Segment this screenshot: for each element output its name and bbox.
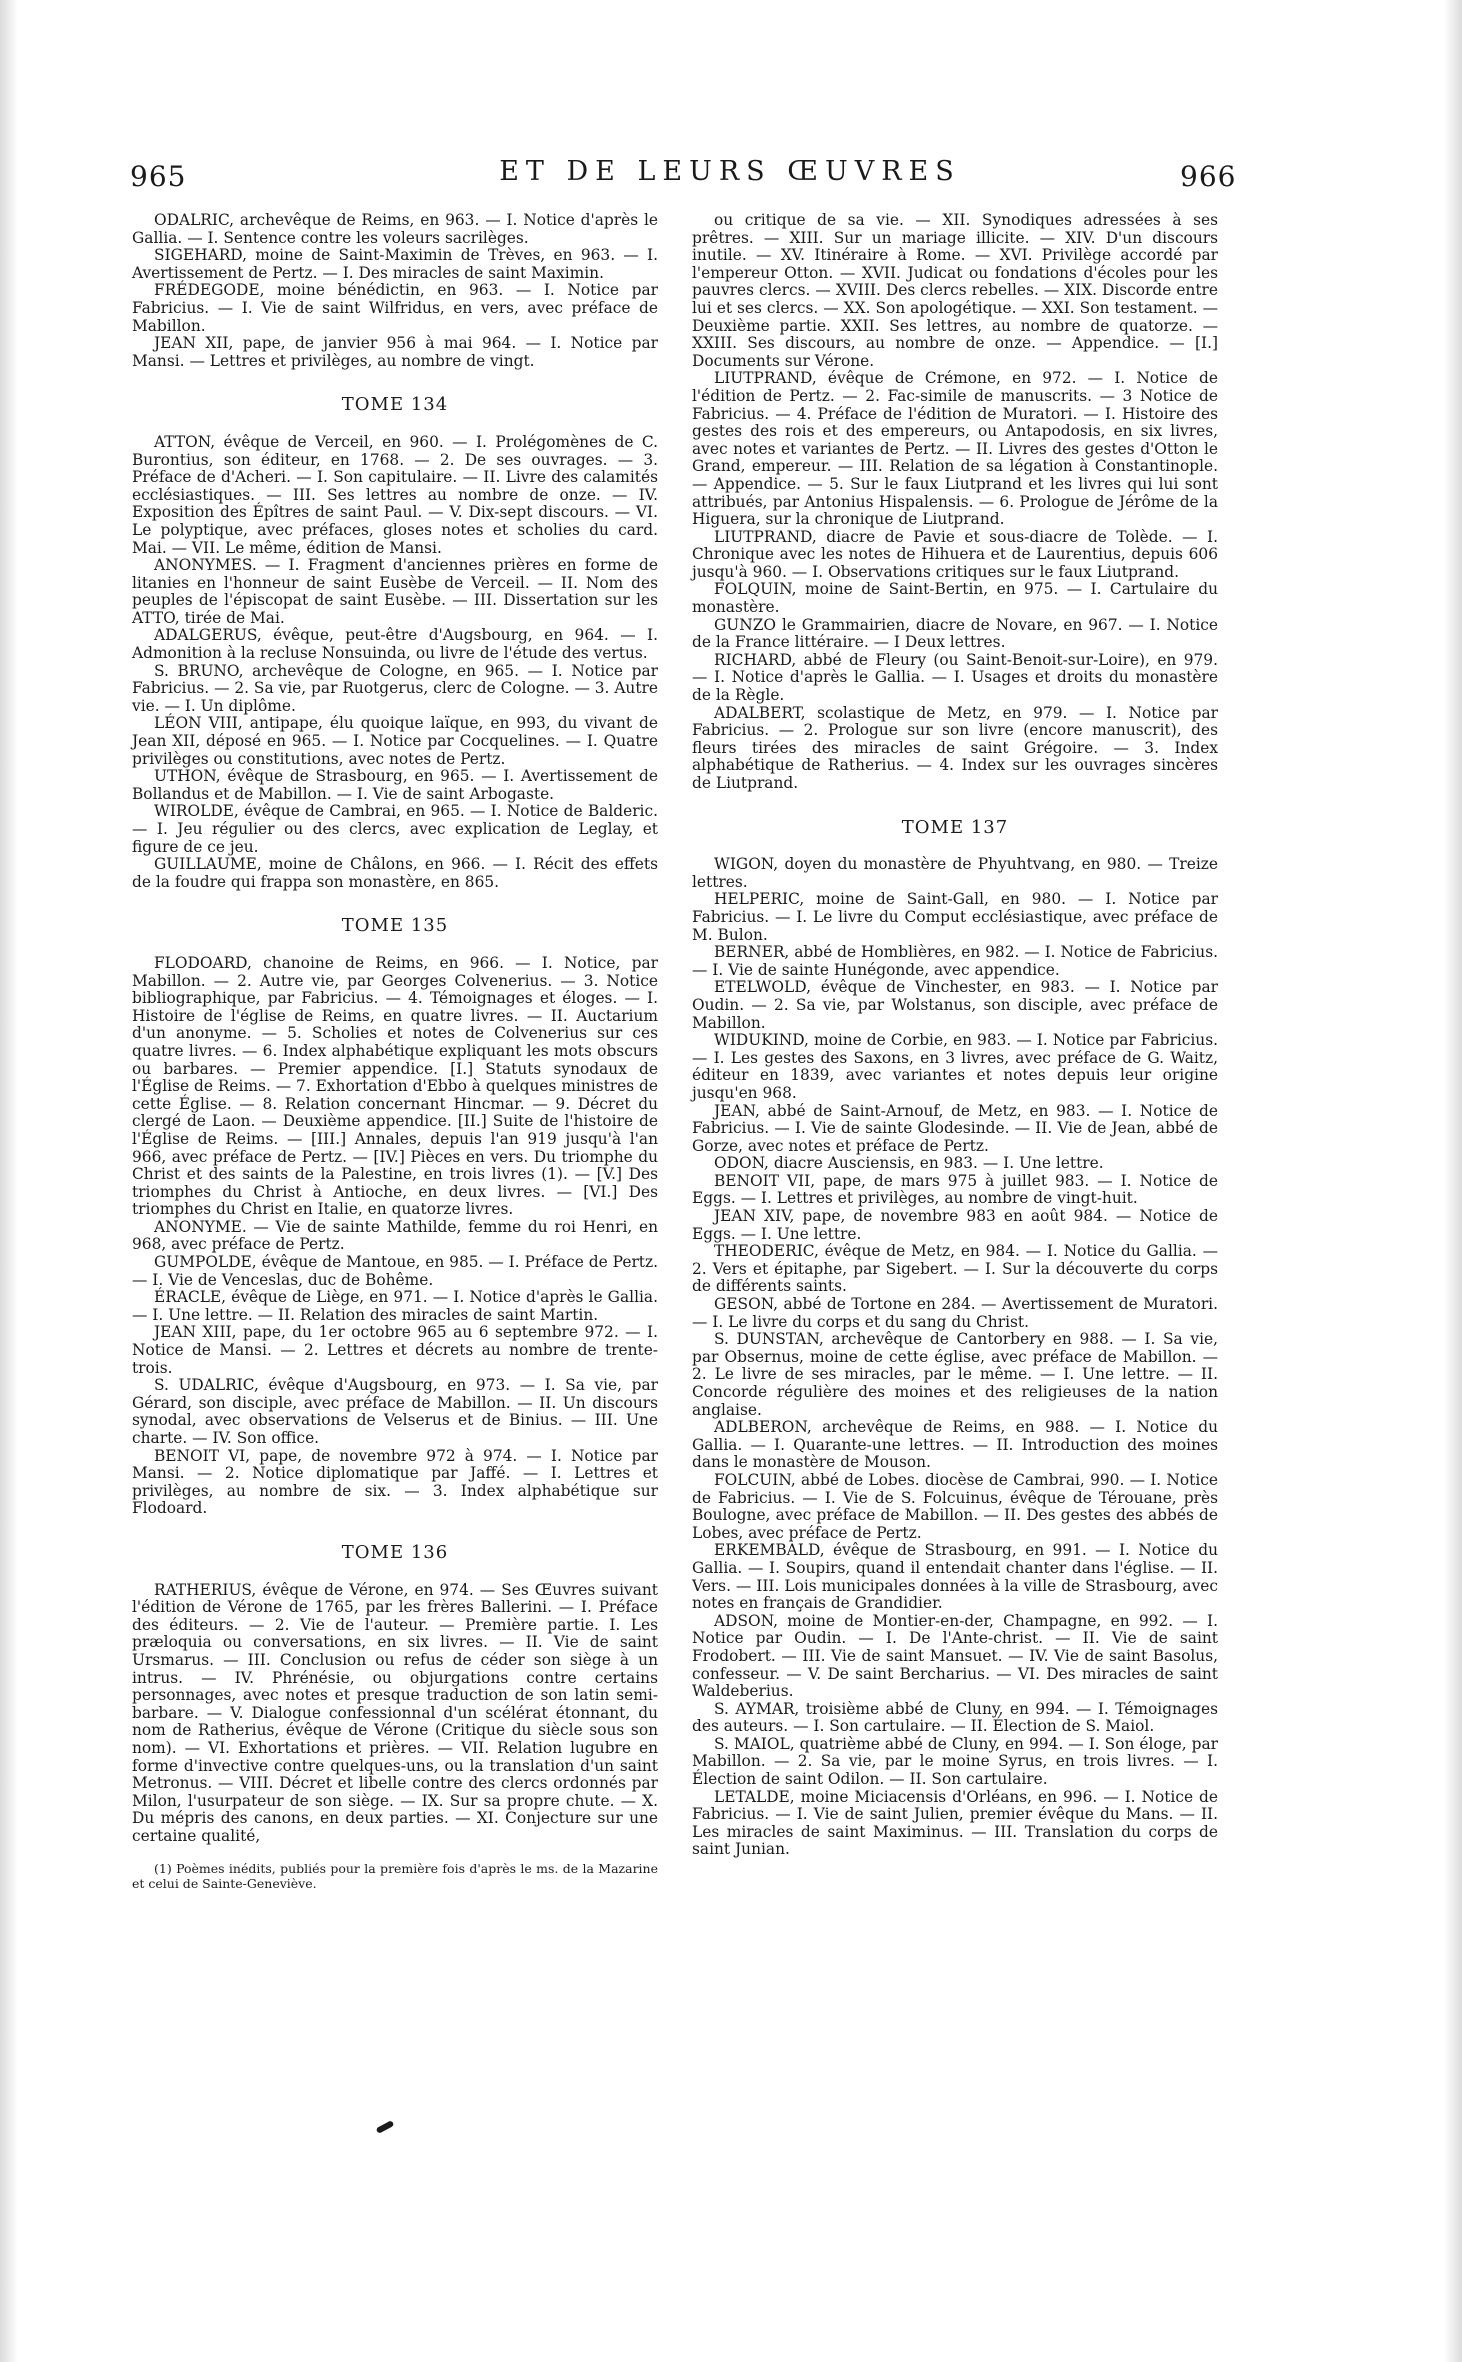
bibliography-entry: WIGON, doyen du monastère de Phyuhtvang, en 980. — Treize lettres. <box>692 855 1218 891</box>
tome-134-heading: TOME 134 <box>341 394 449 416</box>
bibliography-entry: FOLQUIN, moine de Saint-Bertin, en 975. — I. Cartulaire du monastère. <box>692 580 1218 617</box>
bibliography-entry: LIUTPRAND, diacre de Pavie et sous-diacre de Tolède. — I. Chronique avec les notes de Hihuera et de Laurentius, depuis 606 jusqu'à 960. — I. Observations critiques sur le faux Liutprand. <box>692 527 1218 581</box>
right-column <box>692 212 1218 1859</box>
bibliography-entry: S. UDALRIC, évêque d'Augsbourg, en 973. — I. Sa vie, par Gérard, son disciple, avec préface de Mabillon. — II. Un discours synodal, avec observations de Velserus et de Binius. — III. Une charte. — IV. Son office. <box>132 1376 658 1447</box>
scan-edge-left <box>0 0 18 2362</box>
tome-135-heading: TOME 135 <box>341 915 449 937</box>
bibliography-entry: LETALDE, moine Miciacensis d'Orléans, en 996. — I. Notice de Fabricius. — I. Vie de saint Julien, premier évêque du Mans. — II. Les miracles de saint Maximinus. — III. Translation du corps de saint Junian. <box>692 1787 1218 1859</box>
bibliography-entry: THEODERIC, évêque de Metz, en 984. — I. Notice du Gallia. — 2. Vers et épitaphe, par Sigebert. — I. Sur la découverte du corps de différents saints. <box>692 1242 1218 1296</box>
bibliography-entry: HELPERIC, moine de Saint-Gall, en 980. — I. Notice par Fabricius. — I. Le livre du Comput ecclésiastique, avec préface de M. Bulon. <box>692 890 1218 944</box>
footnote: (1) Poèmes inédits, publiés pour la première fois d'après le ms. de la Mazarine et celui de Sainte-Geneviève. <box>132 1861 658 1892</box>
page-number-left: 965 <box>130 160 187 193</box>
bibliography-entry: JEAN XII, pape, de janvier 956 à mai 964. — I. Notice par Mansi. — Lettres et privilèges, au nombre de vingt. <box>132 334 658 370</box>
bibliography-entry: ANONYME. — Vie de sainte Mathilde, femme du roi Henri, en 968, avec préface de Pertz. <box>132 1217 658 1254</box>
bibliography-entry: JEAN XIII, pape, du 1er octobre 965 au 6 septembre 972. — I. Notice de Mansi. — 2. Lettres et décrets au nombre de trente-trois. <box>132 1323 658 1377</box>
bibliography-entry: ETELWOLD, évêque de Vinchester, en 983. — I. Notice par Oudin. — 2. Sa vie, par Wolstanus, son disciple, avec préface de Mabillon. <box>692 978 1218 1032</box>
bibliography-entry: RATHERIUS, évêque de Vérone, en 974. — Ses Œuvres suivant l'édition de Vérone de 1765, par les frères Ballerini. — I. Préface des éditeurs. — 2. Vie de l'auteur. — Première partie. I. Les præloquia ou conversations, en six livres. — II. Vie de saint Ursmarus. — III. Conclusion ou refus de céder son siège à un intrus. — IV. Phrénésie, ou objurgations contre certains personnages, avec notes et presque traduction de son latin semi-barbare. — V. Dialogue confessionnal d'un scélérat étonnant, du nom de Ratherius, évêque de Vérone (Critique du siècle sous son nom). — VI. Exhortations et prières. — VII. Relation lugubre en forme d'invective contre quelques-uns, ou la translation d'un saint Metronus. — VIII. Décret et libelle contre des clercs ordonnés par Milon, l'usurpateur de son siège. — IX. Sur sa propre chute. — X. Du mépris des canons, en deux parties. — XI. Conjecture sur une certaine qualité, <box>132 1580 658 1845</box>
tome-136-continuation <box>692 212 1218 793</box>
bibliography-entry: S. BRUNO, archevêque de Cologne, en 965. — I. Notice par Fabricius. — 2. Sa vie, par Ruotgerus, clerc de Cologne. — 3. Autre vie. — I. Un diplôme. <box>132 661 658 715</box>
tome-134-entries <box>132 434 658 891</box>
bibliography-entry: WIDUKIND, moine de Corbie, en 983. — I. Notice par Fabricius. — I. Les gestes des Saxons, en 3 livres, avec préface de G. Waitz, éditeur en 1839, avec variantes et notes depuis leur origine jusqu'en 968. <box>692 1031 1218 1102</box>
bibliography-entry: WIROLDE, évêque de Cambrai, en 965. — I. Notice de Balderic. — I. Jeu régulier ou des clercs, avec explication de Leglay, et figure de ce jeu. <box>132 802 658 856</box>
bibliography-entry: GUMPOLDE, évêque de Mantoue, en 985. — I. Préface de Pertz. — I. Vie de Venceslas, duc de Bohême. <box>132 1253 658 1289</box>
bibliography-entry: ADALGERUS, évêque, peut-être d'Augsbourg, en 964. — I. Admonition à la recluse Nonsuinda, ou livre de l'étude des vertus. <box>132 626 658 663</box>
bibliography-entry: LIUTPRAND, évêque de Crémone, en 972. — I. Notice de l'édition de Pertz. — 2. Fac-simile de manuscrits. — 3 Notice de Fabricius. — 4. Préface de l'édition de Muratori. — I. Histoire des gestes des rois et des empereurs, ou Antapodosis, en six livres, avec notes et variantes de Pertz. — II. Livres des gestes d'Otton le Grand, empereur. — III. Relation de sa légation à Constantinople. — Appendice. — 5. Sur le faux Liutprand et les livres qui lui sont attribués, par Antonius Hispalensis. — 6. Prologue de Jérôme de la Higuera, sur la chronique de Liutprand. <box>692 369 1218 529</box>
tome-136-entries <box>132 1582 658 1846</box>
bibliography-entry: LÉON VIII, antipape, élu quoique laïque, en 993, du vivant de Jean XII, déposé en 965. — I. Notice par Cocquelines. — I. Quatre privilèges ou constitutions, avec notes de Pertz. <box>132 714 658 768</box>
left-column <box>132 212 658 1904</box>
bibliography-entry: JEAN, abbé de Saint-Arnouf, de Metz, en 983. — I. Notice de Fabricius. — I. Vie de sainte Glodesinde. — II. Vie de Jean, abbé de Gorze, avec notes et préface de Pertz. <box>692 1101 1218 1155</box>
tome-133-tail <box>132 212 658 370</box>
tome-137-heading: TOME 137 <box>901 816 1009 838</box>
bibliography-entry: FOLCUIN, abbé de Lobes. diocèse de Cambrai, 990. — I. Notice de Fabricius. — I. Vie de S. Folcuinus, évêque de Térouane, près Boulogne, avec préface de Mabillon. — II. Des gestes des abbés de Lobes, avec préface de Pertz. <box>692 1470 1218 1542</box>
bibliography-entry: FRÉDEGODE, moine bénédictin, en 963. — I. Notice par Fabricius. — I. Vie de saint Wilfridus, en vers, avec préface de Mabillon. <box>132 281 658 335</box>
bibliography-entry: RICHARD, abbé de Fleury (ou Saint-Benoit-sur-Loire), en 979. — I. Notice d'après le Gallia. — I. Usages et droits du monastère de la Règle. <box>692 650 1218 705</box>
bibliography-entry: GUNZO le Grammairien, diacre de Novare, en 967. — I. Notice de la France littéraire. — I Deux lettres. <box>692 615 1218 652</box>
bibliography-entry: FLODOARD, chanoine de Reims, en 966. — I. Notice, par Mabillon. — 2. Autre vie, par Georges Colvenerius. — 3. Notice bibliographique, par Fabricius. — 4. Témoignages et éloges. — I. Histoire de l'église de Reims, en quatre livres. — II. Auctarium d'un anonyme. — 5. Scholies et notes de Colvenerius sur ces quatre livres. — 6. Index alphabétique expliquant les mots obscurs ou barbares. — Premier appendice. [I.] Statuts synodaux de l'Église de Reims. — 7. Exhortation d'Ebbo à quelques ministres de cette Église. — 8. Relation concernant Hincmar. — 9. Décret du clergé de Laon. — Deuxième appendice. [II.] Suite de l'histoire de l'Église de Reims. — [III.] Annales, depuis l'an 919 jusqu'à l'an 966, avec préface de Pertz. — [IV.] Pièces en vers. Du triomphe du Christ et des saints de la Palestine, en trois livres (1). — [V.] Des triomphes du Christ à Antioche, en deux livres. — [VI.] Des triomphes du Christ en Italie, en quatorze livres. <box>132 953 658 1219</box>
bibliography-entry: ÉRACLE, évêque de Liège, en 971. — I. Notice d'après le Gallia. — I. Une lettre. — II. Relation des miracles de saint Martin. <box>132 1288 658 1324</box>
bibliography-entry: UTHON, évêque de Strasbourg, en 965. — I. Avertissement de Bollandus et de Mabillon. — I. Vie de saint Arbogaste. <box>132 767 658 803</box>
bibliography-entry: ou critique de sa vie. — XII. Synodiques adressées à ses prêtres. — XIII. Sur un mariage illicite. — XIV. D'un discours inutile. — XV. Itinéraire à Rome. — XVI. Privilège accordé par l'empereur Otton. — XVII. Judicat ou fondations d'écoles pour les pauvres clercs. — XVIII. Des clercs rebelles. — XIX. Discorde entre lui et ses clercs. — XX. Son apologétique. — XXI. Son testament. — Deuxième partie. XXII. Ses lettres, au nombre de quatorze. — XXIII. Ses discours, au nombre de onze. — Appendice. — [I.] Documents sur Vérone. <box>692 211 1218 370</box>
scan-edge-right <box>1444 0 1462 2362</box>
tome-135-entries <box>132 955 658 1518</box>
bibliography-entry: BENOIT VII, pape, de mars 975 à juillet 983. — I. Notice de Eggs. — I. Lettres et privilèges, au nombre de vingt-huit. <box>692 1171 1218 1208</box>
bibliography-entry: S. MAIOL, quatrième abbé de Cluny, en 994. — I. Son éloge, par Mabillon. — 2. Sa vie, par le moine Syrus, en trois livres. — I. Élection de saint Odilon. — II. Son cartulaire. <box>692 1734 1218 1789</box>
bibliography-entry: ADALBERT, scolastique de Metz, en 979. — I. Notice par Fabricius. — 2. Prologue sur son livre (encore manuscrit), des fleurs tirées des miracles de saint Grégoire. — 3. Index alphabétique de Ratherius. — 4. Index sur les ouvrages sincères de Liutprand. <box>692 703 1218 792</box>
bibliography-entry: ANONYMES. — I. Fragment d'anciennes prières en forme de litanies en l'honneur de saint Eusèbe de Verceil. — II. Nom des peuples de l'épiscopat de saint Eusèbe. — III. Dissertation sur les ATTO, tirée de Mai. <box>132 556 658 627</box>
bibliography-entry: ATTON, évêque de Verceil, en 960. — I. Prolégomènes de C. Burontius, son éditeur, en 1768. — 2. De ses ouvrages. — 3. Préface de d'Acheri. — I. Son capitulaire. — II. Livre des calamités ecclésiastiques. — III. Ses lettres au nombre de onze. — IV. Exposition des Épîtres de saint Paul. — V. Dix-sept discours. — VI. Le polyptique, avec préfaces, gloses notes et scholies du card. Mai. — VII. Le même, édition de Mansi. <box>132 432 658 557</box>
tome-136-heading: TOME 136 <box>341 1541 449 1563</box>
bibliography-entry: JEAN XIV, pape, de novembre 983 en août 984. — Notice de Eggs. — I. Une lettre. <box>692 1207 1218 1243</box>
bibliography-entry: BERNER, abbé de Homblières, en 982. — I. Notice de Fabricius. — I. Vie de sainte Hunégonde, avec appendice. <box>692 943 1218 979</box>
bibliography-entry: ODALRIC, archevêque de Reims, en 963. — I. Notice d'après le Gallia. — I. Sentence contre les voleurs sacrilèges. <box>132 211 658 247</box>
bibliography-entry: GESON, abbé de Tortone en 284. — Avertissement de Muratori. — I. Le livre du corps et du sang du Christ. <box>692 1295 1218 1331</box>
bibliography-entry: GUILLAUME, moine de Châlons, en 966. — I. Récit des effets de la foudre qui frappa son monastère, en 865. <box>132 855 658 891</box>
bibliography-entry: S. AYMAR, troisième abbé de Cluny, en 994. — I. Témoignages des auteurs. — I. Son cartulaire. — II. Élection de S. Maiol. <box>692 1699 1218 1736</box>
page-number-right: 966 <box>1180 160 1237 193</box>
bibliography-entry: BENOIT VI, pape, de novembre 972 à 974. — I. Notice par Mansi. — 2. Notice diplomatique par Jaffé. — I. Lettres et privilèges, au nombre de six. — 3. Index alphabétique sur Flodoard. <box>132 1446 658 1518</box>
bibliography-entry: S. DUNSTAN, archevêque de Cantorbery en 988. — I. Sa vie, par Obsernus, moine de cette église, avec préface de Mabillon. — 2. Le livre de ses miracles, par le même. — I. Une lettre. — II. Concorde régulière des moines et des religieuses de la nation anglaise. <box>692 1330 1218 1419</box>
ink-mark <box>376 2120 395 2134</box>
bibliography-entry: ERKEMBALD, évêque de Strasbourg, en 991. — I. Notice du Gallia. — I. Soupirs, quand il entendait chanter dans l'église. — II. Vers. — III. Lois municipales données à la ville de Strasbourg, avec notes en français de Grandidier. <box>692 1541 1218 1613</box>
bibliography-entry: ADLBERON, archevêque de Reims, en 988. — I. Notice du Gallia. — I. Quarante-une lettres. — II. Introduction des moines dans le monastère de Mouson. <box>692 1418 1218 1472</box>
running-head: ET DE LEURS ŒUVRES <box>499 156 961 187</box>
tome-137-entries <box>692 856 1218 1859</box>
bibliography-entry: ODON, diacre Ausciensis, en 983. — I. Une lettre. <box>714 1154 1104 1173</box>
bibliography-entry: SIGEHARD, moine de Saint-Maximin de Trèves, en 963. — I. Avertissement de Pertz. — I. Des miracles de saint Maximin. <box>132 246 658 282</box>
bibliography-entry: ADSON, moine de Montier-en-der, Champagne, en 992. — I. Notice par Oudin. — I. De l'Ante-christ. — II. Vie de saint Frodobert. — III. Vie de saint Mansuet. — IV. Vie de saint Basolus, confesseur. — V. De saint Bercharius. — VI. Des miracles de saint Waldeberius. <box>692 1611 1218 1701</box>
